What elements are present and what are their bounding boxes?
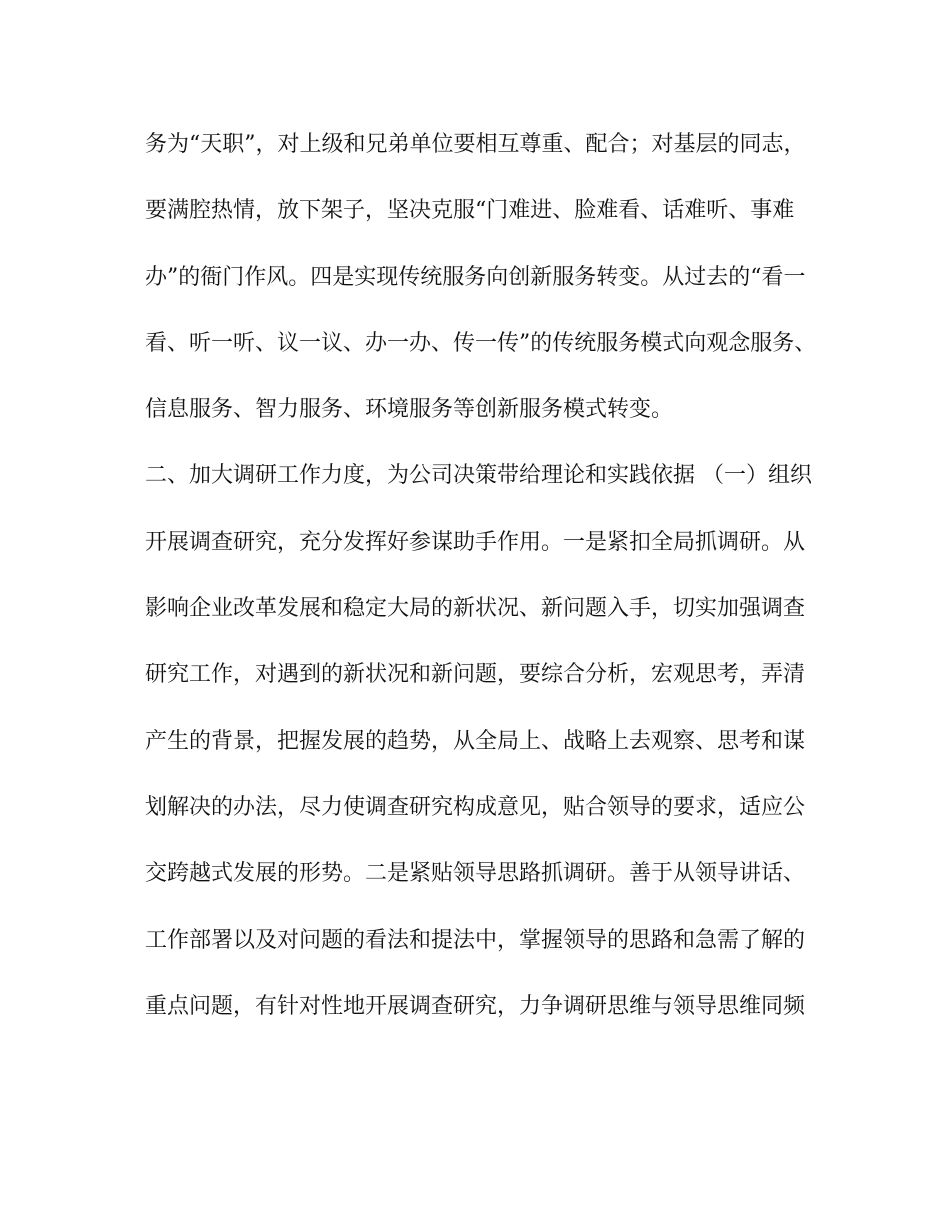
text-line-9: 研究工作，对遇到的新状况和新问题，要综合分析，宏观思考，弄清 — [145, 662, 806, 688]
text-line-7: 开展调查研究，充分发挥好参谋助手作用。一是紧扣全局抓调研。从 — [145, 529, 806, 555]
text-line-6: 二、加大调研工作力度，为公司决策带给理论和实践依据 （一）组织 — [145, 463, 812, 489]
text-line-13: 工作部署以及对问题的看法和提法中，掌握领导的思路和急需了解的 — [145, 927, 806, 953]
text-line-3: 办”的衙门作风。四是实现传统服务向创新服务转变。从过去的“看一 — [145, 264, 806, 290]
text-line-14: 重点问题，有针对性地开展调查研究，力争调研思维与领导思维同频 — [145, 993, 806, 1019]
text-line-8: 影响企业改革发展和稳定大局的新状况、新问题入手，切实加强调查 — [145, 596, 806, 622]
text-line-5: 信息服务、智力服务、环境服务等创新服务模式转变。 — [145, 397, 674, 423]
text-line-1: 务为“天职”，对上级和兄弟单位要相互尊重、配合；对基层的同志， — [145, 132, 806, 157]
text-line-2: 要满腔热情，放下架子，坚决克服“门难进、脸难看、话难听、事难 — [145, 198, 795, 224]
text-line-11: 划解决的办法，尽力使调查研究构成意见，贴合领导的要求，适应公 — [145, 794, 806, 820]
text-line-12: 交跨越式发展的形势。二是紧贴领导思路抓调研。善于从领导讲话、 — [145, 861, 806, 887]
document-body — [145, 119, 815, 1047]
text-line-4: 看、听一听、议一议、办一办、传一传”的传统服务模式向观念服务、 — [145, 330, 817, 356]
text-line-10: 产生的背景，把握发展的趋势，从全局上、战略上去观察、思考和谋 — [145, 728, 806, 754]
